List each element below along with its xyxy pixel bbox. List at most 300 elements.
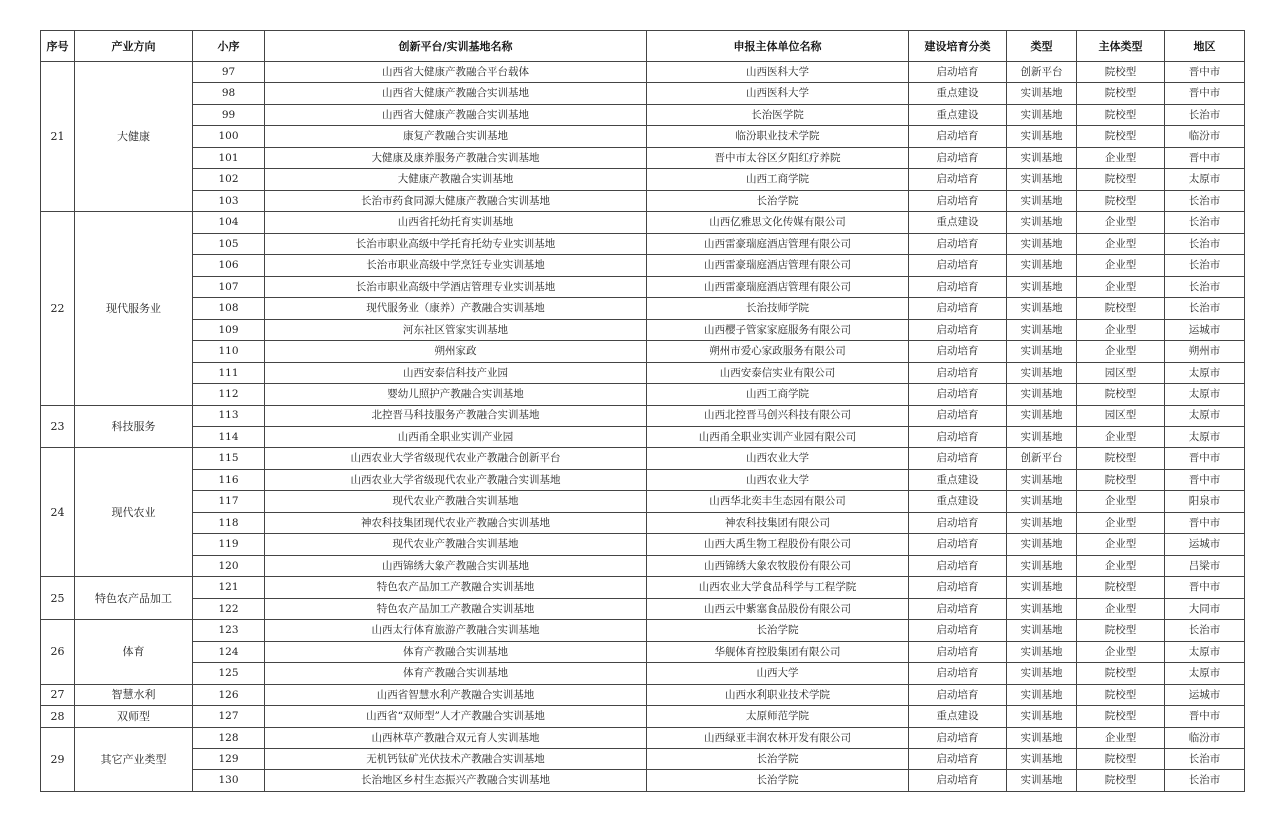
industry-direction-cell: 现代服务业: [75, 212, 193, 405]
category-cell: 启动培育: [909, 62, 1007, 83]
category-cell: 启动培育: [909, 362, 1007, 383]
table-row: [41, 598, 1245, 619]
region-cell: 晋中市: [1165, 62, 1245, 83]
applicant-cell: 山西农业大学食品科学与工程学院: [647, 577, 909, 598]
region-cell: 太原市: [1165, 169, 1245, 190]
category-cell: 启动培育: [909, 233, 1007, 254]
applicant-cell: 山西绿亚丰润农林开发有限公司: [647, 727, 909, 748]
subject-type-cell: 院校型: [1077, 706, 1165, 727]
table-row: [41, 555, 1245, 576]
sub-no-cell: 115: [193, 448, 265, 469]
group-no-cell: 27: [41, 684, 75, 705]
applicant-cell: 山西雷豪瑞庭酒店管理有限公司: [647, 276, 909, 297]
platform-name-cell: 大健康产教融合实训基地: [265, 169, 647, 190]
subject-type-cell: 企业型: [1077, 641, 1165, 662]
subject-type-cell: 企业型: [1077, 147, 1165, 168]
sub-no-cell: 130: [193, 770, 265, 792]
applicant-cell: 山西锦绣大象农牧股份有限公司: [647, 555, 909, 576]
platform-name-cell: 长治市职业高级中学托育托幼专业实训基地: [265, 233, 647, 254]
region-cell: 长治市: [1165, 770, 1245, 792]
platform-name-cell: 体育产教融合实训基地: [265, 641, 647, 662]
applicant-cell: 长治学院: [647, 770, 909, 792]
category-cell: 启动培育: [909, 341, 1007, 362]
platform-name-cell: 现代服务业（康养）产教融合实训基地: [265, 298, 647, 319]
type-cell: 实训基地: [1007, 534, 1077, 555]
region-cell: 晋中市: [1165, 448, 1245, 469]
sub-no-cell: 104: [193, 212, 265, 233]
type-cell: 创新平台: [1007, 62, 1077, 83]
type-cell: 实训基地: [1007, 684, 1077, 705]
type-cell: 实训基地: [1007, 706, 1077, 727]
applicant-cell: 山西水利职业技术学院: [647, 684, 909, 705]
header-cell: 主体类型: [1077, 31, 1165, 62]
platform-name-cell: 河东社区管家实训基地: [265, 319, 647, 340]
region-cell: 临汾市: [1165, 727, 1245, 748]
sub-no-cell: 108: [193, 298, 265, 319]
platform-name-cell: 现代农业产教融合实训基地: [265, 491, 647, 512]
category-cell: 重点建设: [909, 83, 1007, 104]
subject-type-cell: 院校型: [1077, 770, 1165, 792]
header-cell: 小序: [193, 31, 265, 62]
table-row: [41, 233, 1245, 254]
category-cell: 启动培育: [909, 147, 1007, 168]
applicant-cell: 山西医科大学: [647, 83, 909, 104]
type-cell: 实训基地: [1007, 426, 1077, 447]
type-cell: 实训基地: [1007, 255, 1077, 276]
applicant-cell: 山西甬全职业实训产业园有限公司: [647, 426, 909, 447]
type-cell: 实训基地: [1007, 190, 1077, 211]
subject-type-cell: 院校型: [1077, 469, 1165, 490]
type-cell: 实训基地: [1007, 169, 1077, 190]
subject-type-cell: 院校型: [1077, 577, 1165, 598]
category-cell: 重点建设: [909, 491, 1007, 512]
table-row: [41, 255, 1245, 276]
header-cell: 建设培育分类: [909, 31, 1007, 62]
sub-no-cell: 111: [193, 362, 265, 383]
applicant-cell: 山西亿雅思文化传媒有限公司: [647, 212, 909, 233]
industry-direction-cell: 其它产业类型: [75, 727, 193, 791]
platform-name-cell: 山西农业大学省级现代农业产教融合实训基地: [265, 469, 647, 490]
category-cell: 启动培育: [909, 770, 1007, 792]
table-row: [41, 319, 1245, 340]
platform-name-cell: 山西农业大学省级现代农业产教融合创新平台: [265, 448, 647, 469]
sub-no-cell: 127: [193, 706, 265, 727]
category-cell: 启动培育: [909, 426, 1007, 447]
region-cell: 晋中市: [1165, 706, 1245, 727]
subject-type-cell: 企业型: [1077, 426, 1165, 447]
sub-no-cell: 118: [193, 512, 265, 533]
type-cell: 实训基地: [1007, 384, 1077, 405]
subject-type-cell: 院校型: [1077, 684, 1165, 705]
type-cell: 实训基地: [1007, 298, 1077, 319]
table-row: [41, 298, 1245, 319]
sub-no-cell: 97: [193, 62, 265, 83]
sub-no-cell: 100: [193, 126, 265, 147]
platform-name-cell: 山西甬全职业实训产业园: [265, 426, 647, 447]
sub-no-cell: 124: [193, 641, 265, 662]
type-cell: 实训基地: [1007, 663, 1077, 684]
platform-name-cell: 山西省“双师型”人才产教融合实训基地: [265, 706, 647, 727]
applicant-cell: 山西农业大学: [647, 448, 909, 469]
sub-no-cell: 123: [193, 620, 265, 641]
sub-no-cell: 106: [193, 255, 265, 276]
table-row: [41, 491, 1245, 512]
category-cell: 启动培育: [909, 190, 1007, 211]
sub-no-cell: 99: [193, 104, 265, 125]
region-cell: 吕梁市: [1165, 555, 1245, 576]
subject-type-cell: 企业型: [1077, 212, 1165, 233]
subject-type-cell: 园区型: [1077, 405, 1165, 426]
table-row: [41, 190, 1245, 211]
subject-type-cell: 院校型: [1077, 104, 1165, 125]
sub-no-cell: 103: [193, 190, 265, 211]
type-cell: 实训基地: [1007, 319, 1077, 340]
applicant-cell: 山西大学: [647, 663, 909, 684]
group-no-cell: 26: [41, 620, 75, 684]
table-row: [41, 384, 1245, 405]
type-cell: 实训基地: [1007, 469, 1077, 490]
region-cell: 太原市: [1165, 426, 1245, 447]
subject-type-cell: 企业型: [1077, 341, 1165, 362]
type-cell: 创新平台: [1007, 448, 1077, 469]
applicant-cell: 长治学院: [647, 620, 909, 641]
region-cell: 临汾市: [1165, 126, 1245, 147]
platform-name-cell: 山西省大健康产教融合实训基地: [265, 104, 647, 125]
industry-direction-cell: 现代农业: [75, 448, 193, 577]
category-cell: 启动培育: [909, 169, 1007, 190]
table-row: [41, 126, 1245, 147]
subject-type-cell: 院校型: [1077, 83, 1165, 104]
applicant-cell: 山西医科大学: [647, 62, 909, 83]
region-cell: 晋中市: [1165, 83, 1245, 104]
table-row: [41, 534, 1245, 555]
category-cell: 重点建设: [909, 104, 1007, 125]
category-cell: 启动培育: [909, 598, 1007, 619]
category-cell: 重点建设: [909, 469, 1007, 490]
category-cell: 启动培育: [909, 727, 1007, 748]
subject-type-cell: 企业型: [1077, 727, 1165, 748]
applicant-cell: 山西工商学院: [647, 169, 909, 190]
industry-direction-cell: 大健康: [75, 62, 193, 212]
type-cell: 实训基地: [1007, 727, 1077, 748]
table-body: [41, 62, 1245, 792]
sub-no-cell: 117: [193, 491, 265, 512]
platform-name-cell: 山西锦绣大象产教融合实训基地: [265, 555, 647, 576]
region-cell: 晋中市: [1165, 147, 1245, 168]
sub-no-cell: 126: [193, 684, 265, 705]
category-cell: 启动培育: [909, 405, 1007, 426]
subject-type-cell: 院校型: [1077, 620, 1165, 641]
subject-type-cell: 企业型: [1077, 534, 1165, 555]
platform-name-cell: 北控晋马科技服务产教融合实训基地: [265, 405, 647, 426]
sub-no-cell: 119: [193, 534, 265, 555]
category-cell: 启动培育: [909, 555, 1007, 576]
subject-type-cell: 院校型: [1077, 448, 1165, 469]
region-cell: 长治市: [1165, 749, 1245, 770]
region-cell: 太原市: [1165, 641, 1245, 662]
applicant-cell: 山西大禹生物工程股份有限公司: [647, 534, 909, 555]
industry-direction-cell: 双师型: [75, 706, 193, 727]
sub-no-cell: 128: [193, 727, 265, 748]
platform-name-cell: 体育产教融合实训基地: [265, 663, 647, 684]
subject-type-cell: 院校型: [1077, 126, 1165, 147]
sub-no-cell: 121: [193, 577, 265, 598]
sub-no-cell: 113: [193, 405, 265, 426]
region-cell: 阳泉市: [1165, 491, 1245, 512]
subject-type-cell: 院校型: [1077, 62, 1165, 83]
table-row: [41, 663, 1245, 684]
region-cell: 长治市: [1165, 255, 1245, 276]
platform-name-cell: 康复产教融合实训基地: [265, 126, 647, 147]
region-cell: 长治市: [1165, 104, 1245, 125]
region-cell: 长治市: [1165, 190, 1245, 211]
region-cell: 太原市: [1165, 362, 1245, 383]
region-cell: 长治市: [1165, 212, 1245, 233]
subject-type-cell: 企业型: [1077, 255, 1165, 276]
applicant-cell: 华舰体育控股集团有限公司: [647, 641, 909, 662]
table-row: [41, 426, 1245, 447]
platform-name-cell: 无机钙钛矿光伏技术产教融合实训基地: [265, 749, 647, 770]
industry-direction-cell: 体育: [75, 620, 193, 684]
applicant-cell: 山西云中紫塞食品股份有限公司: [647, 598, 909, 619]
platform-name-cell: 山西太行体育旅游产教融合实训基地: [265, 620, 647, 641]
region-cell: 晋中市: [1165, 577, 1245, 598]
region-cell: 晋中市: [1165, 512, 1245, 533]
type-cell: 实训基地: [1007, 233, 1077, 254]
platform-name-cell: 山西省托幼托育实训基地: [265, 212, 647, 233]
table-row: [41, 362, 1245, 383]
sub-no-cell: 98: [193, 83, 265, 104]
region-cell: 大同市: [1165, 598, 1245, 619]
applicant-cell: 长治学院: [647, 190, 909, 211]
sub-no-cell: 129: [193, 749, 265, 770]
region-cell: 运城市: [1165, 684, 1245, 705]
platform-name-cell: 山西林草产教融合双元育人实训基地: [265, 727, 647, 748]
region-cell: 运城市: [1165, 534, 1245, 555]
applicant-cell: 山西北控晋马创兴科技有限公司: [647, 405, 909, 426]
type-cell: 实训基地: [1007, 620, 1077, 641]
category-cell: 启动培育: [909, 534, 1007, 555]
table-row: [41, 62, 1245, 83]
applicant-cell: 长治医学院: [647, 104, 909, 125]
industry-direction-cell: 科技服务: [75, 405, 193, 448]
platform-name-cell: 婴幼儿照护产教融合实训基地: [265, 384, 647, 405]
type-cell: 实训基地: [1007, 212, 1077, 233]
group-no-cell: 29: [41, 727, 75, 791]
sub-no-cell: 114: [193, 426, 265, 447]
category-cell: 启动培育: [909, 298, 1007, 319]
sub-no-cell: 109: [193, 319, 265, 340]
region-cell: 朔州市: [1165, 341, 1245, 362]
sub-no-cell: 116: [193, 469, 265, 490]
platform-name-cell: 长治市职业高级中学酒店管理专业实训基地: [265, 276, 647, 297]
type-cell: 实训基地: [1007, 598, 1077, 619]
category-cell: 启动培育: [909, 276, 1007, 297]
table-row: [41, 276, 1245, 297]
group-no-cell: 23: [41, 405, 75, 448]
table-row: [41, 749, 1245, 770]
table-row: [41, 341, 1245, 362]
platform-name-cell: 山西安泰信科技产业园: [265, 362, 647, 383]
subject-type-cell: 企业型: [1077, 555, 1165, 576]
platform-name-cell: 山西省智慧水利产教融合实训基地: [265, 684, 647, 705]
type-cell: 实训基地: [1007, 341, 1077, 362]
platform-name-cell: 大健康及康养服务产教融合实训基地: [265, 147, 647, 168]
platform-name-cell: 神农科技集团现代农业产教融合实训基地: [265, 512, 647, 533]
platform-name-cell: 特色农产品加工产教融合实训基地: [265, 598, 647, 619]
document-sheet: [40, 30, 1244, 792]
header-cell: 地区: [1165, 31, 1245, 62]
subject-type-cell: 企业型: [1077, 276, 1165, 297]
sub-no-cell: 110: [193, 341, 265, 362]
type-cell: 实训基地: [1007, 749, 1077, 770]
applicant-cell: 山西工商学院: [647, 384, 909, 405]
table-row: [41, 727, 1245, 748]
subject-type-cell: 企业型: [1077, 598, 1165, 619]
platform-name-cell: 山西省大健康产教融合平台载体: [265, 62, 647, 83]
table-row: [41, 620, 1245, 641]
sub-no-cell: 105: [193, 233, 265, 254]
table-row: [41, 212, 1245, 233]
header-cell: 产业方向: [75, 31, 193, 62]
region-cell: 太原市: [1165, 663, 1245, 684]
region-cell: 长治市: [1165, 233, 1245, 254]
group-no-cell: 21: [41, 62, 75, 212]
table-row: [41, 104, 1245, 125]
applicant-cell: 长治学院: [647, 749, 909, 770]
region-cell: 晋中市: [1165, 469, 1245, 490]
table-row: [41, 706, 1245, 727]
group-no-cell: 25: [41, 577, 75, 620]
type-cell: 实训基地: [1007, 512, 1077, 533]
table-row: [41, 405, 1245, 426]
subject-type-cell: 院校型: [1077, 384, 1165, 405]
group-no-cell: 28: [41, 706, 75, 727]
applicant-cell: 临汾职业技术学院: [647, 126, 909, 147]
applicant-cell: 长治技师学院: [647, 298, 909, 319]
applicant-cell: 山西农业大学: [647, 469, 909, 490]
category-cell: 启动培育: [909, 384, 1007, 405]
category-cell: 启动培育: [909, 448, 1007, 469]
type-cell: 实训基地: [1007, 770, 1077, 792]
type-cell: 实训基地: [1007, 405, 1077, 426]
subject-type-cell: 企业型: [1077, 319, 1165, 340]
table-row: [41, 169, 1245, 190]
sub-no-cell: 102: [193, 169, 265, 190]
type-cell: 实训基地: [1007, 362, 1077, 383]
type-cell: 实训基地: [1007, 555, 1077, 576]
header-cell: 申报主体单位名称: [647, 31, 909, 62]
applicant-cell: 神农科技集团有限公司: [647, 512, 909, 533]
industry-direction-cell: 特色农产品加工: [75, 577, 193, 620]
platform-name-cell: 朔州家政: [265, 341, 647, 362]
table-row: [41, 147, 1245, 168]
region-cell: 运城市: [1165, 319, 1245, 340]
applicant-cell: 山西安泰信实业有限公司: [647, 362, 909, 383]
platform-name-cell: 长治市职业高级中学烹饪专业实训基地: [265, 255, 647, 276]
header-row: [41, 31, 1245, 62]
applicant-cell: 山西雷豪瑞庭酒店管理有限公司: [647, 255, 909, 276]
subject-type-cell: 企业型: [1077, 233, 1165, 254]
subject-type-cell: 院校型: [1077, 298, 1165, 319]
platform-name-cell: 长治市药食同源大健康产教融合实训基地: [265, 190, 647, 211]
category-cell: 启动培育: [909, 641, 1007, 662]
table-row: [41, 512, 1245, 533]
applicant-cell: 太原师范学院: [647, 706, 909, 727]
category-cell: 启动培育: [909, 663, 1007, 684]
subject-type-cell: 企业型: [1077, 512, 1165, 533]
subject-type-cell: 院校型: [1077, 169, 1165, 190]
subject-type-cell: 企业型: [1077, 491, 1165, 512]
type-cell: 实训基地: [1007, 83, 1077, 104]
sub-no-cell: 112: [193, 384, 265, 405]
category-cell: 启动培育: [909, 126, 1007, 147]
applicant-cell: 山西樱子管家家庭服务有限公司: [647, 319, 909, 340]
table-row: [41, 83, 1245, 104]
sub-no-cell: 120: [193, 555, 265, 576]
platform-name-cell: 长治地区乡村生态振兴产教融合实训基地: [265, 770, 647, 792]
table-row: [41, 448, 1245, 469]
platform-name-cell: 现代农业产教融合实训基地: [265, 534, 647, 555]
region-cell: 长治市: [1165, 298, 1245, 319]
table-row: [41, 469, 1245, 490]
type-cell: 实训基地: [1007, 147, 1077, 168]
group-no-cell: 24: [41, 448, 75, 577]
category-cell: 启动培育: [909, 620, 1007, 641]
table-row: [41, 770, 1245, 792]
subject-type-cell: 院校型: [1077, 663, 1165, 684]
type-cell: 实训基地: [1007, 126, 1077, 147]
sub-no-cell: 101: [193, 147, 265, 168]
subject-type-cell: 院校型: [1077, 190, 1165, 211]
region-cell: 太原市: [1165, 384, 1245, 405]
table-row: [41, 577, 1245, 598]
group-no-cell: 22: [41, 212, 75, 405]
sub-no-cell: 122: [193, 598, 265, 619]
type-cell: 实训基地: [1007, 641, 1077, 662]
table-row: [41, 684, 1245, 705]
applicant-cell: 山西雷豪瑞庭酒店管理有限公司: [647, 233, 909, 254]
applicant-cell: 山西华北奕丰生态园有限公司: [647, 491, 909, 512]
sub-no-cell: 125: [193, 663, 265, 684]
industry-direction-cell: 智慧水利: [75, 684, 193, 705]
region-cell: 长治市: [1165, 276, 1245, 297]
platform-name-cell: 山西省大健康产教融合实训基地: [265, 83, 647, 104]
project-table: [40, 30, 1245, 792]
type-cell: 实训基地: [1007, 491, 1077, 512]
category-cell: 启动培育: [909, 577, 1007, 598]
category-cell: 重点建设: [909, 212, 1007, 233]
category-cell: 启动培育: [909, 255, 1007, 276]
header-cell: 序号: [41, 31, 75, 62]
subject-type-cell: 院校型: [1077, 749, 1165, 770]
type-cell: 实训基地: [1007, 577, 1077, 598]
category-cell: 启动培育: [909, 684, 1007, 705]
subject-type-cell: 园区型: [1077, 362, 1165, 383]
header-cell: 创新平台/实训基地名称: [265, 31, 647, 62]
header-cell: 类型: [1007, 31, 1077, 62]
applicant-cell: 朔州市爱心家政服务有限公司: [647, 341, 909, 362]
category-cell: 启动培育: [909, 319, 1007, 340]
platform-name-cell: 特色农产品加工产教融合实训基地: [265, 577, 647, 598]
type-cell: 实训基地: [1007, 276, 1077, 297]
region-cell: 长治市: [1165, 620, 1245, 641]
region-cell: 太原市: [1165, 405, 1245, 426]
table-row: [41, 641, 1245, 662]
type-cell: 实训基地: [1007, 104, 1077, 125]
category-cell: 启动培育: [909, 512, 1007, 533]
category-cell: 启动培育: [909, 749, 1007, 770]
